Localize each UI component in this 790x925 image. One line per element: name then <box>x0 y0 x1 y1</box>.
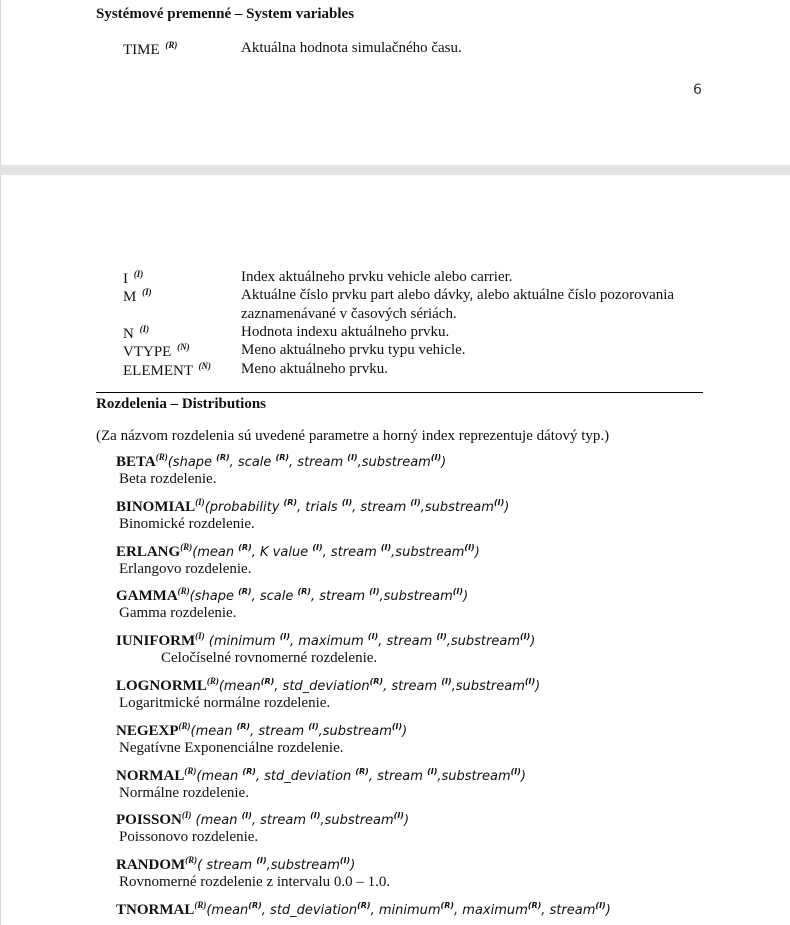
distribution-params <box>190 589 468 604</box>
document-page-6 <box>0 0 790 165</box>
distribution-description: Beta rozdelenie. <box>119 471 217 487</box>
param-text: , std_deviation <box>255 769 356 784</box>
param-text: , scale <box>229 455 276 470</box>
param-type-superscript: (R) <box>260 677 275 686</box>
variable-name-row <box>123 287 152 306</box>
distribution-name: BINOMIAL <box>116 499 196 515</box>
variable-description: Index aktuálneho prvku vehicle alebo carrier. <box>241 269 513 285</box>
variable-description: Meno aktuálneho prvku. <box>241 361 389 377</box>
type-superscript: (I) <box>133 269 144 279</box>
variable-description-continued: zaznamenávané v časových sériách. <box>241 306 457 322</box>
param-type-superscript: (I) <box>241 811 252 820</box>
param-close: ) <box>605 903 611 918</box>
param-type-superscript: (R) <box>236 722 251 731</box>
distribution-params <box>197 858 355 873</box>
param-type-superscript: (I) <box>312 543 323 552</box>
distribution-params <box>206 903 610 918</box>
param-text: , K value <box>251 545 313 560</box>
section-title-distributions: Rozdelenia – Distributions <box>96 396 267 412</box>
param-type-superscript: (I) <box>369 587 380 596</box>
param-text: , stream <box>322 545 381 560</box>
param-text: , std_deviation <box>261 903 358 918</box>
param-type-superscript: (R) <box>238 543 252 552</box>
param-type-superscript: (R) <box>242 767 256 776</box>
param-text: ,substream <box>320 813 394 828</box>
param-type-superscript: (R) <box>355 767 369 776</box>
param-close: ) <box>403 813 410 828</box>
param-type-superscript: (R) <box>283 498 298 507</box>
param-type-superscript: (I) <box>520 632 531 641</box>
distribution-params <box>219 679 540 694</box>
variable-name: VTYPE <box>123 344 172 360</box>
param-text: ,substream <box>379 589 453 604</box>
param-type-superscript: (R) <box>216 453 230 462</box>
return-type-superscript: (I) <box>195 631 205 641</box>
type-superscript: (R) <box>165 40 178 50</box>
param-type-superscript: (I) <box>441 677 452 686</box>
variable-name-row <box>123 361 211 380</box>
param-text: ,substream <box>420 500 494 515</box>
param-text: (probability <box>204 500 284 515</box>
param-type-superscript: (I) <box>347 453 358 462</box>
param-type-superscript: (I) <box>341 498 353 507</box>
variable-description: Hodnota indexu aktuálneho prvku. <box>241 324 450 340</box>
variable-desc-time: Aktuálna hodnota simulačného času. <box>241 40 462 56</box>
param-type-superscript: (I) <box>436 632 447 641</box>
horizontal-rule <box>96 392 703 393</box>
distribution-params <box>205 634 536 649</box>
distribution-signature <box>116 676 540 695</box>
param-text: , maximum <box>454 903 528 918</box>
distribution-params <box>191 813 409 828</box>
distribution-params <box>168 455 446 470</box>
param-text: , minimum <box>370 903 441 918</box>
param-type-superscript: (I) <box>367 632 379 641</box>
param-text: (minimum <box>204 634 280 649</box>
variable-description: Aktuálne číslo prvku part alebo dávky, alebo aktuálne číslo pozorovania <box>241 287 675 303</box>
param-text: ( stream <box>197 858 257 873</box>
param-text: ,substream <box>357 455 431 470</box>
param-type-superscript: (R) <box>440 901 455 910</box>
param-type-superscript: (I) <box>410 498 421 507</box>
param-type-superscript: (I) <box>310 811 321 820</box>
distribution-name: NORMAL <box>116 768 185 784</box>
param-text: , stream <box>541 903 596 918</box>
variable-name: ELEMENT <box>123 363 193 379</box>
variable-name: I <box>123 271 128 287</box>
param-text: , stream <box>289 455 348 470</box>
distribution-name: POISSON <box>116 812 182 828</box>
param-type-superscript: (I) <box>464 543 475 552</box>
param-type-superscript: (I) <box>452 587 464 596</box>
param-text: (shape <box>167 455 217 470</box>
distributions-intro: (Za názvom rozdelenia sú uvedené parametre a horný index reprezentuje dátový typ.) <box>96 428 610 444</box>
return-type-superscript: (R) <box>180 542 193 552</box>
return-type-superscript: (I) <box>181 810 192 820</box>
param-text: ,substream <box>446 634 520 649</box>
distribution-name: NEGEXP <box>116 723 179 739</box>
param-text: ,substream <box>391 545 465 560</box>
param-type-superscript: (I) <box>391 722 403 731</box>
param-close: ) <box>350 858 356 873</box>
type-superscript: (I) <box>139 324 150 334</box>
distribution-description: Normálne rozdelenie. <box>119 785 249 801</box>
variable-name: M <box>123 289 137 305</box>
param-text: , maximum <box>290 634 368 649</box>
param-text: (shape <box>189 589 239 604</box>
param-text: ,substream <box>437 769 511 784</box>
param-text: ,substream <box>451 679 525 694</box>
param-type-superscript: (R) <box>275 453 290 462</box>
param-text: ,substream <box>266 858 340 873</box>
variable-name-row <box>123 342 190 361</box>
return-type-superscript: (R) <box>185 855 198 865</box>
param-type-superscript: (I) <box>256 856 267 865</box>
param-close: ) <box>474 545 480 560</box>
param-text: , scale <box>251 589 298 604</box>
param-type-superscript: (I) <box>308 722 319 731</box>
distribution-name: BETA <box>116 454 156 470</box>
variable-description: Meno aktuálneho prvku typu vehicle. <box>241 342 466 358</box>
param-text: , stream <box>383 679 442 694</box>
distribution-name: TNORMAL <box>116 902 195 918</box>
return-type-superscript: (R) <box>177 586 190 596</box>
type-superscript: (I) <box>142 287 152 297</box>
param-text: , stream <box>251 813 311 828</box>
return-type-superscript: (R) <box>155 452 168 462</box>
distribution-signature <box>116 452 446 471</box>
return-type-superscript: (R) <box>194 900 207 910</box>
param-type-superscript: (I) <box>524 677 536 686</box>
param-type-superscript: (R) <box>248 901 262 910</box>
variable-name-row <box>123 269 143 288</box>
param-text: (mean <box>196 769 243 784</box>
param-close: ) <box>441 455 447 470</box>
param-type-superscript: (R) <box>238 587 252 596</box>
param-type-superscript: (I) <box>279 632 290 641</box>
param-close: ) <box>463 589 469 604</box>
distribution-name: IUNIFORM <box>116 633 196 649</box>
distribution-description: Logaritmické normálne rozdelenie. <box>119 695 331 711</box>
distribution-signature <box>116 542 480 561</box>
distribution-params <box>196 769 526 784</box>
distribution-params <box>205 500 510 515</box>
return-type-superscript: (R) <box>178 721 191 731</box>
distribution-signature <box>116 855 355 874</box>
distribution-signature <box>116 497 509 516</box>
distribution-signature <box>116 721 407 740</box>
param-text: , stream <box>352 500 411 515</box>
distribution-description: Poissonovo rozdelenie. <box>119 829 259 845</box>
param-type-superscript: (I) <box>493 498 505 507</box>
distribution-params <box>191 724 408 739</box>
section-title-system-variables: Systémové premenné – System variables <box>96 6 355 22</box>
param-text: , std_deviation <box>274 679 370 694</box>
distribution-name: ERLANG <box>116 544 181 560</box>
param-text: (mean <box>190 724 237 739</box>
param-text: (mean <box>191 813 242 828</box>
param-close: ) <box>535 679 541 694</box>
type-superscript: (N) <box>177 342 190 352</box>
return-type-superscript: (R) <box>206 676 219 686</box>
param-text: , trials <box>297 500 342 515</box>
param-close: ) <box>530 634 536 649</box>
param-text: (mean <box>218 679 261 694</box>
distribution-description: Negatívne Exponenciálne rozdelenie. <box>119 740 344 756</box>
page-number: 6 <box>693 82 702 98</box>
distribution-params <box>192 545 480 560</box>
param-text: , stream <box>250 724 309 739</box>
distribution-signature <box>116 766 526 785</box>
distribution-signature <box>116 900 611 919</box>
param-close: ) <box>504 500 510 515</box>
param-type-superscript: (R) <box>357 901 371 910</box>
return-type-superscript: (R) <box>184 766 197 776</box>
page-separator <box>0 165 790 175</box>
param-type-superscript: (I) <box>427 767 438 776</box>
param-text: , stream <box>368 769 428 784</box>
variable-name: N <box>123 326 134 342</box>
param-type-superscript: (R) <box>527 901 542 910</box>
distribution-signature <box>116 586 468 605</box>
param-type-superscript: (I) <box>339 856 351 865</box>
distribution-description: Rovnomerné rozdelenie z intervalu 0.0 – 1.0. <box>119 874 391 890</box>
distribution-name: RANDOM <box>116 857 186 873</box>
param-type-superscript: (R) <box>369 677 384 686</box>
distribution-description: Erlangovo rozdelenie. <box>119 561 252 577</box>
param-close: ) <box>520 769 526 784</box>
param-text: (mean <box>206 903 249 918</box>
param-type-superscript: (I) <box>510 767 521 776</box>
distribution-signature <box>116 810 409 829</box>
distribution-signature <box>116 631 535 650</box>
param-type-superscript: (I) <box>380 543 392 552</box>
variable-name: TIME <box>123 42 160 58</box>
param-text: (mean <box>192 545 239 560</box>
distribution-description: Binomické rozdelenie. <box>119 516 255 532</box>
type-superscript: (N) <box>198 361 211 371</box>
distribution-name: LOGNORML <box>116 678 207 694</box>
param-type-superscript: (I) <box>393 811 404 820</box>
distribution-name: GAMMA <box>116 588 178 604</box>
param-type-superscript: (I) <box>595 901 606 910</box>
param-type-superscript: (R) <box>297 587 311 596</box>
distribution-description: Celočíselné rovnomerné rozdelenie. <box>161 650 378 666</box>
variable-name-time <box>123 40 177 59</box>
variable-name-row <box>123 324 149 343</box>
param-text: , stream <box>310 589 370 604</box>
param-text: , stream <box>378 634 437 649</box>
param-type-superscript: (I) <box>430 453 442 462</box>
distribution-description: Gamma rozdelenie. <box>119 605 237 621</box>
document-page-7 <box>0 175 790 925</box>
param-close: ) <box>402 724 408 739</box>
return-type-superscript: (I) <box>195 497 205 507</box>
param-text: ,substream <box>318 724 392 739</box>
